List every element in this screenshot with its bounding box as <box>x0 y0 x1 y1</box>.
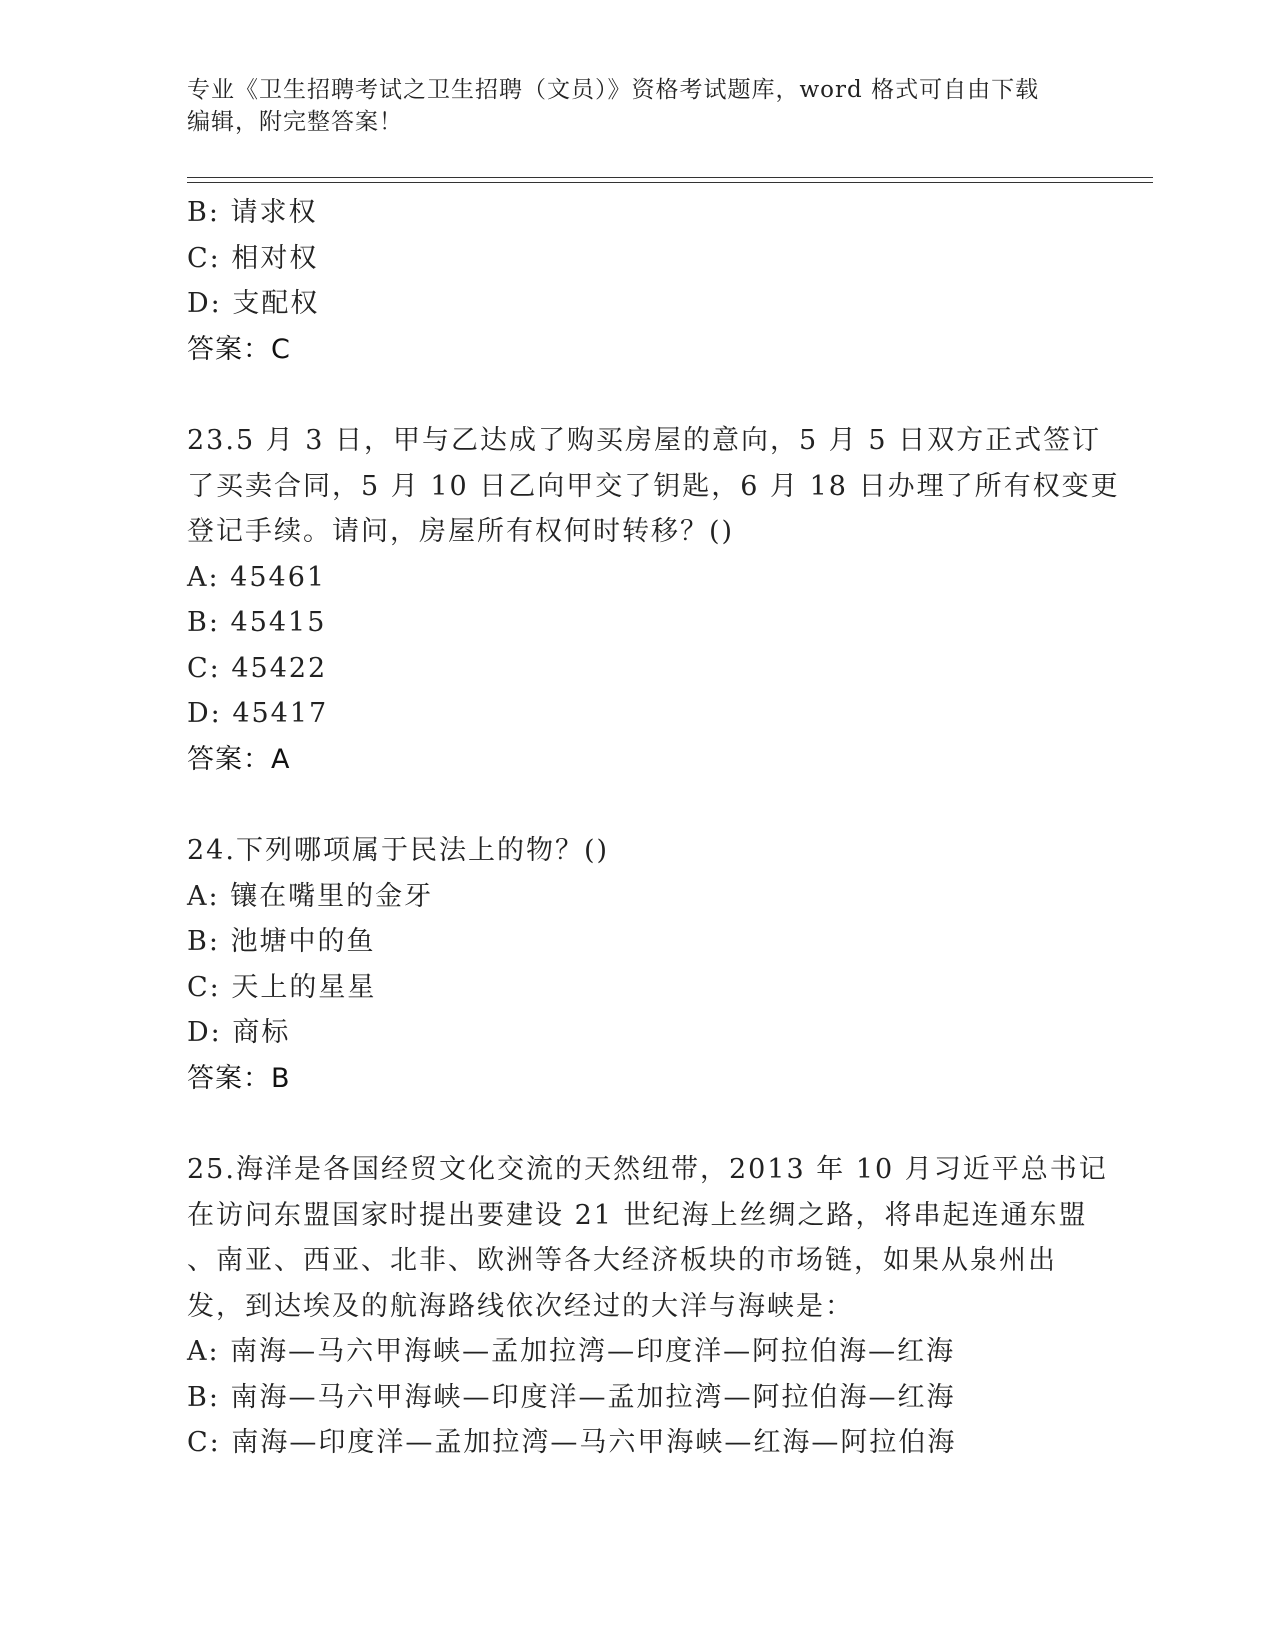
question-line: 在访问东盟国家时提出要建设 21 世纪海上丝绸之路，将串起连通东盟 <box>187 1199 1088 1231</box>
answer-line: 答案：C <box>187 333 291 365</box>
option-b: B: 池塘中的鱼 <box>187 926 376 957</box>
option-c: C: 天上的星星 <box>187 971 377 1003</box>
option-d: D: 商标 <box>187 1017 291 1048</box>
spacer <box>187 782 1087 828</box>
question-text <box>187 828 1087 874</box>
question-23 <box>187 418 1120 782</box>
question-line: 25.海洋是各国经贸文化交流的天然纽带，2013 年 10 月习近平总书记 <box>187 1154 1108 1185</box>
answer-line: 答案：A <box>187 743 291 775</box>
question-25 <box>187 1147 1108 1466</box>
question-line: 了买卖合同，5 月 10 日乙向甲交了钥匙，6 月 18 日办理了所有权变更 <box>187 470 1120 502</box>
question-line: 、南亚、西亚、北非、欧洲等各大经济板块的市场链，如果从泉州出 <box>187 1245 1057 1276</box>
header-divider-top <box>187 177 1153 178</box>
question-line: 发，到达埃及的航海路线依次经过的大洋与海峡是： <box>187 1290 854 1322</box>
option-c: C: 45422 <box>187 652 328 684</box>
question-text <box>187 418 1120 555</box>
option-d: D: 支配权 <box>187 288 320 319</box>
spacer <box>187 1101 1087 1147</box>
header-divider-bottom <box>187 182 1153 183</box>
question-line: 24.下列哪项属于民法上的物？() <box>187 835 610 866</box>
question-24 <box>187 828 1087 1101</box>
question-line: 23.5 月 3 日，甲与乙达成了购买房屋的意向，5 月 5 日双方正式签订 <box>187 425 1102 456</box>
spacer <box>187 372 1087 418</box>
question-content <box>187 190 1120 1466</box>
option-b: B: 南海—马六甲海峡—印度洋—孟加拉湾—阿拉伯海—红海 <box>187 1381 956 1413</box>
option-c: C: 南海—印度洋—孟加拉湾—马六甲海峡—红海—阿拉伯海 <box>187 1427 957 1458</box>
option-d: D: 45417 <box>187 698 329 729</box>
header-line-1: 专业《卫生招聘考试之卫生招聘（文员）》资格考试题库，word 格式可自由下载 <box>187 77 1040 103</box>
option-b: B: 45415 <box>187 607 327 638</box>
option-a: A: 45461 <box>187 561 327 593</box>
header-line-2: 编辑，附完整答案！ <box>187 109 403 135</box>
document-header <box>187 74 1087 138</box>
option-a: A: 镶在嘴里的金牙 <box>187 880 434 912</box>
question-22-tail <box>187 190 1087 372</box>
option-a: A: 南海—马六甲海峡—孟加拉湾—印度洋—阿拉伯海—红海 <box>187 1336 956 1367</box>
option-b: B: 请求权 <box>187 197 318 228</box>
option-c: C: 相对权 <box>187 242 319 274</box>
answer-line: 答案：B <box>187 1062 291 1094</box>
question-text <box>187 1147 1108 1329</box>
question-line: 登记手续。请问，房屋所有权何时转移？() <box>187 516 735 547</box>
